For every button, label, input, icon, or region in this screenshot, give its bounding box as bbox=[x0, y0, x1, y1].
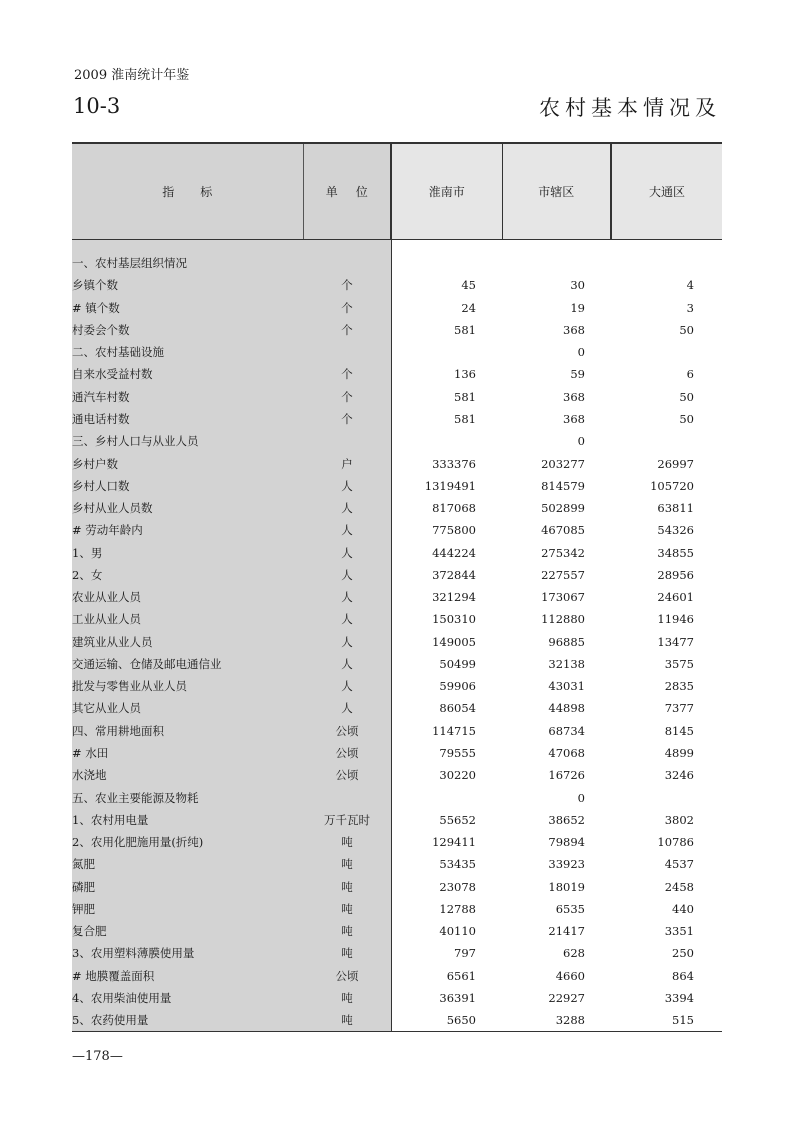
value-huainan: 40110 bbox=[391, 920, 502, 942]
table-row bbox=[72, 742, 722, 764]
table-row bbox=[72, 875, 722, 897]
row-unit: 万千瓦时 bbox=[303, 809, 391, 831]
table-row bbox=[72, 764, 722, 786]
value-urban-districts: 32138 bbox=[502, 653, 611, 675]
value-huainan: 24 bbox=[391, 297, 502, 319]
value-huainan: 333376 bbox=[391, 452, 502, 474]
yearbook-title: 2009 淮南统计年鉴 bbox=[74, 68, 190, 83]
column-header-urban-districts: 市辖区 bbox=[502, 143, 611, 240]
column-header-huainan: 淮南市 bbox=[391, 143, 502, 240]
row-label: 乡村从业人员数 bbox=[72, 497, 303, 519]
value-datong: 50 bbox=[611, 408, 722, 430]
value-urban-districts bbox=[502, 252, 611, 274]
value-urban-districts: 33923 bbox=[502, 853, 611, 875]
value-datong: 13477 bbox=[611, 631, 722, 653]
value-huainan: 59906 bbox=[391, 675, 502, 697]
row-label: 乡村人口数 bbox=[72, 475, 303, 497]
value-huainan: 50499 bbox=[391, 653, 502, 675]
value-urban-districts: 38652 bbox=[502, 809, 611, 831]
value-urban-districts: 368 bbox=[502, 386, 611, 408]
value-datong: 7377 bbox=[611, 697, 722, 719]
row-label: 一、农村基层组织情况 bbox=[72, 252, 303, 274]
row-unit: 户 bbox=[303, 452, 391, 474]
row-unit: 人 bbox=[303, 675, 391, 697]
table-row bbox=[72, 697, 722, 719]
value-urban-districts: 21417 bbox=[502, 920, 611, 942]
value-datong bbox=[611, 430, 722, 452]
row-unit: 吨 bbox=[303, 987, 391, 1009]
row-unit: 人 bbox=[303, 475, 391, 497]
table-row bbox=[72, 631, 722, 653]
row-label: 四、常用耕地面积 bbox=[72, 720, 303, 742]
table-row bbox=[72, 675, 722, 697]
value-datong: 3351 bbox=[611, 920, 722, 942]
table-row bbox=[72, 920, 722, 942]
row-unit: 公顷 bbox=[303, 764, 391, 786]
row-unit: 个 bbox=[303, 386, 391, 408]
value-datong bbox=[611, 786, 722, 808]
value-datong bbox=[611, 341, 722, 363]
table-title: 农村基本情况及 bbox=[539, 96, 721, 120]
value-huainan: 581 bbox=[391, 408, 502, 430]
row-label: 三、乡村人口与从业人员 bbox=[72, 430, 303, 452]
row-label: 农业从业人员 bbox=[72, 586, 303, 608]
value-huainan bbox=[391, 252, 502, 274]
value-datong: 6 bbox=[611, 363, 722, 385]
value-datong: 440 bbox=[611, 898, 722, 920]
value-huainan: 5650 bbox=[391, 1009, 502, 1032]
value-urban-districts: 275342 bbox=[502, 541, 611, 563]
value-urban-districts: 19 bbox=[502, 297, 611, 319]
value-urban-districts: 203277 bbox=[502, 452, 611, 474]
value-datong: 4 bbox=[611, 274, 722, 296]
value-datong: 250 bbox=[611, 942, 722, 964]
value-urban-districts: 112880 bbox=[502, 608, 611, 630]
row-unit bbox=[303, 430, 391, 452]
value-huainan: 45 bbox=[391, 274, 502, 296]
row-unit: 人 bbox=[303, 519, 391, 541]
row-unit: 吨 bbox=[303, 831, 391, 853]
value-datong: 50 bbox=[611, 319, 722, 341]
row-label: 3、农用塑料薄膜使用量 bbox=[72, 942, 303, 964]
row-label: 2、女 bbox=[72, 564, 303, 586]
value-huainan: 6561 bbox=[391, 965, 502, 987]
row-label: # 地膜覆盖面积 bbox=[72, 965, 303, 987]
row-label: 二、农村基础设施 bbox=[72, 341, 303, 363]
value-urban-districts: 59 bbox=[502, 363, 611, 385]
row-unit: 公顷 bbox=[303, 965, 391, 987]
row-unit: 人 bbox=[303, 608, 391, 630]
row-unit: 人 bbox=[303, 697, 391, 719]
row-unit: 个 bbox=[303, 408, 391, 430]
value-huainan: 86054 bbox=[391, 697, 502, 719]
row-label: 4、农用柴油使用量 bbox=[72, 987, 303, 1009]
value-huainan: 581 bbox=[391, 386, 502, 408]
column-header-unit: 单位 bbox=[303, 143, 391, 240]
value-huainan: 150310 bbox=[391, 608, 502, 630]
row-unit: 吨 bbox=[303, 898, 391, 920]
row-unit: 公顷 bbox=[303, 742, 391, 764]
row-label: 批发与零售业从业人员 bbox=[72, 675, 303, 697]
row-unit: 吨 bbox=[303, 875, 391, 897]
row-unit: 人 bbox=[303, 653, 391, 675]
value-urban-districts: 0 bbox=[502, 341, 611, 363]
table-row bbox=[72, 653, 722, 675]
value-huainan: 797 bbox=[391, 942, 502, 964]
value-datong: 34855 bbox=[611, 541, 722, 563]
row-label: 2、农用化肥施用量(折纯) bbox=[72, 831, 303, 853]
value-huainan bbox=[391, 341, 502, 363]
column-header-datong: 大通区 bbox=[611, 143, 722, 240]
row-label: 村委会个数 bbox=[72, 319, 303, 341]
value-huainan: 30220 bbox=[391, 764, 502, 786]
table-row bbox=[72, 853, 722, 875]
table-row bbox=[72, 363, 722, 385]
value-huainan: 12788 bbox=[391, 898, 502, 920]
row-label: # 镇个数 bbox=[72, 297, 303, 319]
table-row bbox=[72, 519, 722, 541]
value-huainan: 114715 bbox=[391, 720, 502, 742]
value-datong: 3802 bbox=[611, 809, 722, 831]
table-row bbox=[72, 541, 722, 563]
row-label: 通电话村数 bbox=[72, 408, 303, 430]
value-huainan: 129411 bbox=[391, 831, 502, 853]
row-unit: 人 bbox=[303, 586, 391, 608]
value-huainan bbox=[391, 430, 502, 452]
row-label: 1、农村用电量 bbox=[72, 809, 303, 831]
row-unit: 吨 bbox=[303, 920, 391, 942]
value-urban-districts: 628 bbox=[502, 942, 611, 964]
value-urban-districts: 467085 bbox=[502, 519, 611, 541]
value-datong: 26997 bbox=[611, 452, 722, 474]
value-urban-districts: 44898 bbox=[502, 697, 611, 719]
row-unit bbox=[303, 341, 391, 363]
row-unit: 个 bbox=[303, 319, 391, 341]
value-datong: 3 bbox=[611, 297, 722, 319]
row-label: 钾肥 bbox=[72, 898, 303, 920]
value-urban-districts: 814579 bbox=[502, 475, 611, 497]
value-datong: 3246 bbox=[611, 764, 722, 786]
row-label: 乡村户数 bbox=[72, 452, 303, 474]
value-huainan: 581 bbox=[391, 319, 502, 341]
value-urban-districts: 6535 bbox=[502, 898, 611, 920]
value-datong: 3394 bbox=[611, 987, 722, 1009]
table-row bbox=[72, 475, 722, 497]
table-row bbox=[72, 297, 722, 319]
row-unit: 人 bbox=[303, 497, 391, 519]
table-row bbox=[72, 274, 722, 296]
row-unit: 吨 bbox=[303, 942, 391, 964]
value-datong: 515 bbox=[611, 1009, 722, 1032]
value-datong: 3575 bbox=[611, 653, 722, 675]
value-urban-districts: 16726 bbox=[502, 764, 611, 786]
row-unit: 个 bbox=[303, 274, 391, 296]
row-unit: 吨 bbox=[303, 1009, 391, 1032]
value-urban-districts: 502899 bbox=[502, 497, 611, 519]
row-label: # 劳动年龄内 bbox=[72, 519, 303, 541]
table-row bbox=[72, 1009, 722, 1032]
row-unit: 个 bbox=[303, 297, 391, 319]
value-huainan: 53435 bbox=[391, 853, 502, 875]
value-huainan: 321294 bbox=[391, 586, 502, 608]
row-label: 复合肥 bbox=[72, 920, 303, 942]
value-datong: 4899 bbox=[611, 742, 722, 764]
table-row bbox=[72, 319, 722, 341]
table-row bbox=[72, 809, 722, 831]
row-unit: 人 bbox=[303, 631, 391, 653]
value-huainan: 36391 bbox=[391, 987, 502, 1009]
value-datong: 4537 bbox=[611, 853, 722, 875]
value-huainan: 55652 bbox=[391, 809, 502, 831]
value-urban-districts: 43031 bbox=[502, 675, 611, 697]
value-datong: 63811 bbox=[611, 497, 722, 519]
value-urban-districts: 368 bbox=[502, 319, 611, 341]
value-urban-districts: 0 bbox=[502, 430, 611, 452]
value-urban-districts: 173067 bbox=[502, 586, 611, 608]
page-number: —178— bbox=[72, 1049, 123, 1064]
table-row bbox=[72, 430, 722, 452]
row-unit bbox=[303, 252, 391, 274]
row-unit: 吨 bbox=[303, 853, 391, 875]
table-row bbox=[72, 831, 722, 853]
table-row bbox=[72, 386, 722, 408]
row-unit: 人 bbox=[303, 564, 391, 586]
value-urban-districts: 368 bbox=[502, 408, 611, 430]
value-datong: 10786 bbox=[611, 831, 722, 853]
value-huainan: 23078 bbox=[391, 875, 502, 897]
table-row bbox=[72, 341, 722, 363]
table-body bbox=[72, 240, 722, 1032]
row-label: 建筑业从业人员 bbox=[72, 631, 303, 653]
value-datong: 2458 bbox=[611, 875, 722, 897]
value-huainan: 149005 bbox=[391, 631, 502, 653]
row-unit: 公顷 bbox=[303, 720, 391, 742]
table-row bbox=[72, 898, 722, 920]
value-datong: 50 bbox=[611, 386, 722, 408]
table-row bbox=[72, 408, 722, 430]
row-label: # 水田 bbox=[72, 742, 303, 764]
value-urban-districts: 22927 bbox=[502, 987, 611, 1009]
value-datong: 2835 bbox=[611, 675, 722, 697]
value-huainan: 817068 bbox=[391, 497, 502, 519]
value-datong: 11946 bbox=[611, 608, 722, 630]
table-row bbox=[72, 786, 722, 808]
table-row bbox=[72, 965, 722, 987]
row-label: 五、农业主要能源及物耗 bbox=[72, 786, 303, 808]
value-datong: 105720 bbox=[611, 475, 722, 497]
value-datong bbox=[611, 252, 722, 274]
row-label: 自来水受益村数 bbox=[72, 363, 303, 385]
value-urban-districts: 0 bbox=[502, 786, 611, 808]
value-urban-districts: 47068 bbox=[502, 742, 611, 764]
table-row bbox=[72, 586, 722, 608]
statistics-table bbox=[72, 142, 722, 1032]
value-urban-districts: 227557 bbox=[502, 564, 611, 586]
value-urban-districts: 4660 bbox=[502, 965, 611, 987]
table-row bbox=[72, 942, 722, 964]
header-row bbox=[72, 143, 722, 240]
row-label: 磷肥 bbox=[72, 875, 303, 897]
row-label: 5、农药使用量 bbox=[72, 1009, 303, 1032]
value-datong: 864 bbox=[611, 965, 722, 987]
row-label: 氮肥 bbox=[72, 853, 303, 875]
table-row bbox=[72, 564, 722, 586]
row-unit bbox=[303, 786, 391, 808]
value-huainan: 136 bbox=[391, 363, 502, 385]
row-label: 工业从业人员 bbox=[72, 608, 303, 630]
row-label: 其它从业人员 bbox=[72, 697, 303, 719]
table-row bbox=[72, 987, 722, 1009]
value-urban-districts: 68734 bbox=[502, 720, 611, 742]
value-datong: 54326 bbox=[611, 519, 722, 541]
row-unit: 个 bbox=[303, 363, 391, 385]
value-urban-districts: 79894 bbox=[502, 831, 611, 853]
value-huainan: 372844 bbox=[391, 564, 502, 586]
table-row bbox=[72, 452, 722, 474]
value-urban-districts: 18019 bbox=[502, 875, 611, 897]
row-label: 水浇地 bbox=[72, 764, 303, 786]
table-row bbox=[72, 720, 722, 742]
row-label: 乡镇个数 bbox=[72, 274, 303, 296]
value-datong: 8145 bbox=[611, 720, 722, 742]
value-urban-districts: 3288 bbox=[502, 1009, 611, 1032]
row-unit: 人 bbox=[303, 541, 391, 563]
row-label: 1、男 bbox=[72, 541, 303, 563]
value-huainan bbox=[391, 786, 502, 808]
value-urban-districts: 96885 bbox=[502, 631, 611, 653]
value-huainan: 444224 bbox=[391, 541, 502, 563]
column-header-indicator: 指标 bbox=[72, 143, 303, 240]
value-datong: 24601 bbox=[611, 586, 722, 608]
value-huainan: 1319491 bbox=[391, 475, 502, 497]
table-row bbox=[72, 608, 722, 630]
table-code: 10-3 bbox=[73, 94, 121, 118]
value-huainan: 775800 bbox=[391, 519, 502, 541]
table-row bbox=[72, 252, 722, 274]
row-label: 通汽车村数 bbox=[72, 386, 303, 408]
row-label: 交通运输、仓储及邮电通信业 bbox=[72, 653, 303, 675]
value-datong: 28956 bbox=[611, 564, 722, 586]
value-huainan: 79555 bbox=[391, 742, 502, 764]
value-urban-districts: 30 bbox=[502, 274, 611, 296]
table-row bbox=[72, 497, 722, 519]
spacer-row bbox=[72, 240, 722, 253]
